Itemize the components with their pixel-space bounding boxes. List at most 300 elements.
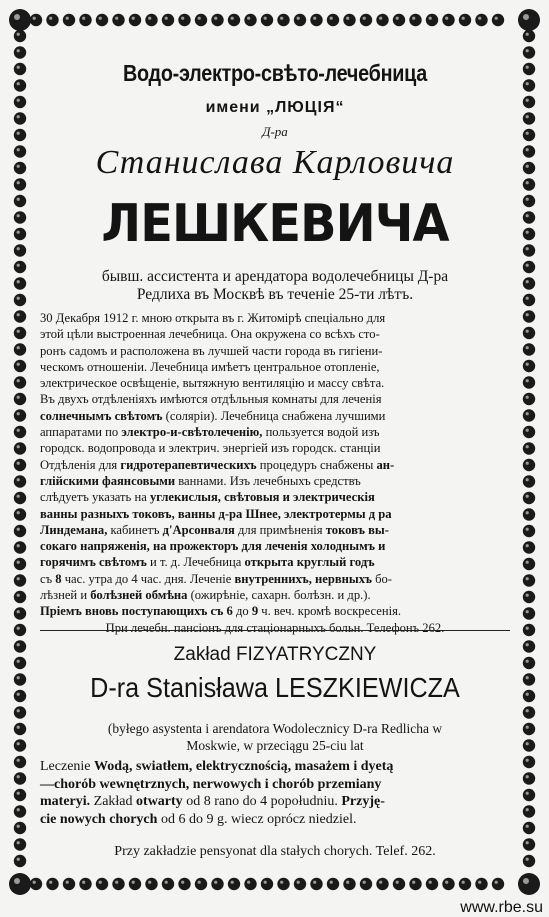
ru-line — [40, 440, 510, 456]
bead-highlight — [17, 660, 20, 663]
border-bead — [393, 14, 405, 26]
ru-bold-text: гидротерапевтическихъ — [120, 457, 257, 472]
ru-text: процедуръ снабжены — [256, 457, 377, 472]
border-bead — [523, 822, 535, 834]
border-bead — [523, 162, 535, 174]
bead-highlight — [526, 379, 529, 382]
bead-highlight — [526, 511, 529, 514]
pl-body-text — [40, 758, 510, 828]
bead-highlight — [526, 544, 529, 547]
bead-highlight — [66, 17, 69, 20]
ru-title-doctor-first-name: Станислава Карловича — [95, 144, 455, 181]
ru-text: бо- — [371, 571, 392, 586]
bead-highlight — [526, 132, 529, 135]
border-bead — [523, 145, 535, 157]
border-bead — [523, 195, 535, 207]
bead-highlight — [17, 214, 20, 217]
border-bead — [14, 459, 26, 471]
bead-highlight — [17, 544, 20, 547]
ru-line — [40, 473, 510, 489]
border-bead — [211, 14, 223, 26]
border-bead — [523, 409, 535, 421]
ru-text: Отдѣленія для — [40, 457, 121, 472]
bead-highlight — [14, 878, 20, 884]
bead-highlight — [17, 264, 20, 267]
border-bead — [14, 96, 26, 108]
bead-highlight — [14, 14, 20, 20]
border-bead — [409, 14, 421, 26]
pl-bold-text: —chorób wewnętrznych, nerwowych i chorób przemiany — [40, 776, 382, 792]
ru-line — [40, 603, 510, 619]
bead-highlight — [526, 643, 529, 646]
ru-line — [40, 538, 510, 554]
bead-highlight — [17, 198, 20, 201]
ru-bold-text: горячимъ свѣтомъ — [40, 555, 147, 570]
border-bead — [244, 14, 256, 26]
border-bead — [523, 459, 535, 471]
border-bead — [96, 14, 108, 26]
border-bead — [14, 756, 26, 768]
border-bead — [343, 14, 355, 26]
border-bead — [523, 607, 535, 619]
ru-text: Въ двухъ отдѣленіяхъ имѣются отдѣльныя комнаты для леченія — [40, 392, 382, 407]
border-bead — [228, 14, 240, 26]
ru-text: ваннами. Изъ лечебныхъ средствъ — [175, 473, 361, 488]
border-bead — [523, 690, 535, 702]
ru-line — [40, 391, 510, 407]
border-bead — [14, 376, 26, 388]
ru-bold-text: токовъ вы- — [325, 522, 389, 537]
ru-bold-text: д'Арсонваля — [162, 522, 235, 537]
border-bead — [294, 14, 306, 26]
bead-highlight — [17, 693, 20, 696]
border-bead — [523, 376, 535, 388]
bead-highlight — [297, 17, 300, 20]
bead-highlight — [526, 742, 529, 745]
border-bead — [523, 393, 535, 405]
border-bead — [523, 112, 535, 124]
border-bead — [523, 261, 535, 273]
ru-title-doctor-surname: ЛЕШКЕВИЧА — [101, 194, 449, 254]
ru-line — [40, 375, 510, 391]
border-bead — [523, 277, 535, 289]
border-bead — [14, 46, 26, 58]
ru-line — [40, 343, 510, 359]
border-bead — [360, 14, 372, 26]
ru-bold-text: ванны разныхъ токовъ, ванны д-ра Шнее, электротермы д ра — [40, 506, 392, 521]
ru-text: 30 Декабря 1912 г. мною открыта въ г. Житомірѣ спеціально для — [40, 311, 386, 325]
border-bead — [14, 211, 26, 223]
border-bead — [523, 624, 535, 636]
ru-subtitle-line: бывш. ассистента и арендатора водолечебницы Д-ра — [101, 268, 449, 285]
ru-text: час. утра до 4 час. дня. Леченіе — [61, 571, 235, 586]
bead-highlight — [17, 99, 20, 102]
border-bead — [14, 673, 26, 685]
border-bead — [14, 822, 26, 834]
bead-highlight — [379, 17, 382, 20]
bead-highlight — [148, 17, 151, 20]
ru-bold-text: ан- — [376, 457, 395, 472]
bead-highlight — [17, 231, 20, 234]
bead-highlight — [526, 231, 529, 234]
border-bead — [112, 14, 124, 26]
border-bead — [14, 541, 26, 553]
bead-highlight — [462, 17, 465, 20]
border-bead — [14, 492, 26, 504]
pl-line — [40, 811, 510, 829]
bead-highlight — [17, 511, 20, 514]
bead-highlight — [198, 17, 201, 20]
bead-highlight — [526, 693, 529, 696]
border-bead — [523, 211, 535, 223]
bead-highlight — [17, 709, 20, 712]
bead-highlight — [526, 214, 529, 217]
ru-text: съ — [40, 571, 56, 586]
ornamental-frame — [6, 6, 543, 898]
site-watermark: www.rbe.su — [460, 899, 543, 916]
bead-highlight — [495, 17, 498, 20]
border-bead — [79, 14, 91, 26]
bead-highlight — [17, 858, 20, 861]
bead-highlight — [17, 841, 20, 844]
border-bead — [426, 14, 438, 26]
ru-line — [40, 408, 510, 424]
bead-highlight — [313, 17, 316, 20]
corner-bead — [9, 873, 31, 895]
bead-highlight — [17, 742, 20, 745]
ru-bold-text: 8 — [55, 571, 62, 586]
bead-highlight — [17, 495, 20, 498]
ru-bold-text: Пріемъ вновь поступающихъ съ 6 — [40, 604, 233, 619]
bead-highlight — [526, 792, 529, 795]
bead-highlight — [264, 17, 267, 20]
bead-highlight — [17, 396, 20, 399]
border-bead — [523, 591, 535, 603]
bead-highlight — [17, 115, 20, 118]
ru-text: ческомъ отношеніи. Лечебница имѣетъ центральное отопленіе, — [40, 359, 380, 374]
border-bead — [261, 14, 273, 26]
border-bead — [14, 393, 26, 405]
bead-highlight — [280, 17, 283, 20]
bead-highlight — [33, 17, 36, 20]
bead-highlight — [478, 17, 481, 20]
ru-body-text — [40, 310, 510, 636]
bead-highlight — [526, 346, 529, 349]
bead-highlight — [526, 462, 529, 465]
pl-bold-text: materyi. — [40, 794, 91, 809]
border-bead — [14, 294, 26, 306]
border-bead — [14, 277, 26, 289]
border-bead — [523, 79, 535, 91]
border-bead — [14, 310, 26, 322]
ru-bold-text: электро-и-свѣтолеченію, — [121, 425, 263, 440]
bead-highlight — [526, 495, 529, 498]
bead-highlight — [17, 676, 20, 679]
border-bead — [14, 838, 26, 850]
border-bead — [523, 640, 535, 652]
ru-line — [40, 506, 510, 522]
bead-highlight — [526, 445, 529, 448]
bead-highlight — [526, 330, 529, 333]
corner-bead — [9, 9, 31, 31]
bead-highlight — [526, 577, 529, 580]
bead-highlight — [526, 429, 529, 432]
bead-highlight — [526, 561, 529, 564]
bead-highlight — [17, 825, 20, 828]
ru-title-clinic-name: имени „ЛЮЦІЯ“ — [205, 99, 345, 116]
border-bead — [523, 805, 535, 817]
bead-highlight — [526, 775, 529, 778]
bead-highlight — [526, 181, 529, 184]
bead-highlight — [17, 808, 20, 811]
ru-bold-text: Линдемана, — [40, 522, 108, 537]
border-bead — [178, 14, 190, 26]
ru-text: ч. веч. кромѣ воскресенія. — [258, 604, 402, 619]
bead-highlight — [132, 17, 135, 20]
bead-highlight — [526, 165, 529, 168]
ru-text: (соляріи). Лечебница снабжена лучшими — [162, 408, 386, 423]
bead-highlight — [526, 297, 529, 300]
border-bead — [145, 14, 157, 26]
bead-highlight — [526, 660, 529, 663]
border-bead — [14, 690, 26, 702]
border-bead — [523, 327, 535, 339]
bead-highlight — [526, 825, 529, 828]
ru-title-doctor-prefix: Д-ра — [262, 124, 288, 139]
bead-highlight — [17, 313, 20, 316]
ru-text: кабинетъ — [107, 522, 163, 537]
border-bead — [14, 145, 26, 157]
border-bead — [523, 508, 535, 520]
ru-line — [40, 554, 510, 570]
pl-bold-text: cie nowych chorych — [40, 811, 158, 827]
corner-bead — [518, 9, 540, 31]
border-bead — [523, 96, 535, 108]
bead-highlight — [17, 49, 20, 52]
bead-highlight — [526, 709, 529, 712]
ru-title-clinic-type: Водо-электро-свѣто-лечебница — [122, 60, 428, 86]
border-bead — [14, 112, 26, 124]
border-bead — [14, 525, 26, 537]
border-bead — [63, 14, 75, 26]
bead-highlight — [526, 82, 529, 85]
bead-highlight — [17, 643, 20, 646]
border-bead — [14, 129, 26, 141]
bead-highlight — [17, 412, 20, 415]
border-bead — [523, 739, 535, 751]
ru-bold-text: углекислыя, свѣтовыя и электрическія — [149, 490, 375, 505]
border-bead — [14, 624, 26, 636]
border-bead — [523, 673, 535, 685]
bead-highlight — [526, 264, 529, 267]
ru-text: электрическое освѣщеніе, вытяжную вентиляцію и массу свѣта. — [40, 376, 385, 391]
border-bead — [14, 508, 26, 520]
bead-highlight — [17, 561, 20, 564]
border-bead — [475, 14, 487, 26]
ru-text: для примѣненія — [234, 522, 326, 537]
border-bead — [523, 46, 535, 58]
border-bead — [46, 14, 58, 26]
bead-highlight — [17, 181, 20, 184]
border-bead — [14, 79, 26, 91]
bead-highlight — [17, 627, 20, 630]
bead-highlight — [526, 610, 529, 613]
bead-highlight — [526, 49, 529, 52]
bead-highlight — [17, 445, 20, 448]
border-bead — [523, 574, 535, 586]
border-bead — [14, 409, 26, 421]
border-bead — [14, 195, 26, 207]
border-bead — [523, 855, 535, 867]
ru-text: до — [232, 604, 252, 619]
border-bead — [14, 178, 26, 190]
bead-highlight — [17, 280, 20, 283]
pl-subtitle — [40, 720, 510, 754]
border-bead — [129, 14, 141, 26]
border-bead — [14, 475, 26, 487]
bead-highlight — [17, 346, 20, 349]
pl-subtitle-line: Moskwie, w przeciągu 25-ciu lat — [186, 738, 364, 753]
border-bead — [14, 855, 26, 867]
bead-highlight — [526, 198, 529, 201]
bead-highlight — [523, 14, 529, 20]
border-bead — [492, 14, 504, 26]
bead-highlight — [17, 610, 20, 613]
border-bead — [14, 30, 26, 42]
ru-bold-text: болѣзней обмѣна — [90, 588, 188, 603]
bead-highlight — [17, 528, 20, 531]
ru-text: ронъ садомъ и расположена въ лучшей части города въ гигіени- — [40, 343, 383, 358]
pl-title-establishment: Zakład FIZYATRYCZNY — [173, 644, 377, 665]
bead-highlight — [17, 726, 20, 729]
bead-highlight — [33, 881, 36, 884]
ru-text: слѣдуетъ указать на — [40, 490, 150, 505]
border-bead — [523, 723, 535, 735]
border-bead — [14, 789, 26, 801]
border-bead — [523, 30, 535, 42]
border-bead — [14, 591, 26, 603]
border-bead — [523, 228, 535, 240]
border-bead — [14, 657, 26, 669]
bead-highlight — [17, 429, 20, 432]
pl-footer: Przy zakładzie pensyonat dla stałych chorych. Telef. 262. — [114, 844, 436, 859]
ru-bold-text: открыта круглый годъ — [244, 555, 375, 570]
bead-highlight — [526, 396, 529, 399]
border-bead — [14, 228, 26, 240]
bead-highlight — [526, 528, 529, 531]
bead-highlight — [523, 878, 529, 884]
bead-highlight — [396, 17, 399, 20]
bead-highlight — [17, 594, 20, 597]
border-bead — [523, 838, 535, 850]
border-bead — [523, 772, 535, 784]
bead-highlight — [181, 17, 184, 20]
ru-subtitle — [40, 268, 510, 304]
bead-highlight — [526, 280, 529, 283]
border-bead — [523, 706, 535, 718]
ru-bold-text: 9 — [251, 604, 259, 619]
pl-text: Zakład — [90, 794, 137, 809]
pl-bold-text: otwarty — [136, 794, 183, 809]
border-bead — [14, 805, 26, 817]
border-bead — [14, 640, 26, 652]
pl-text: od 6 do 9 g. wiecz oprócz niedziel. — [157, 811, 357, 827]
ru-line — [40, 620, 510, 636]
ru-text: и т. д. Лечебница — [146, 555, 245, 570]
bead-highlight — [17, 792, 20, 795]
border-bead — [523, 63, 535, 75]
border-bead — [523, 558, 535, 570]
bead-highlight — [526, 313, 529, 316]
pl-line — [40, 776, 510, 794]
border-bead — [523, 492, 535, 504]
border-bead — [523, 442, 535, 454]
bead-highlight — [17, 759, 20, 762]
ru-text: городск. водопровода и электрич. энергіей изъ городск. станціи — [40, 441, 381, 456]
bead-highlight — [526, 99, 529, 102]
border-bead — [14, 772, 26, 784]
border-bead — [327, 14, 339, 26]
border-bead — [523, 475, 535, 487]
ru-line — [40, 522, 510, 538]
border-bead — [523, 426, 535, 438]
bead-highlight — [346, 17, 349, 20]
border-bead — [14, 607, 26, 619]
ru-line — [40, 424, 510, 440]
border-bead — [14, 244, 26, 256]
border-bead — [14, 426, 26, 438]
bead-highlight — [214, 17, 217, 20]
border-bead — [523, 541, 535, 553]
bead-highlight — [526, 115, 529, 118]
bead-highlight — [99, 17, 102, 20]
ru-text: аппаратами по — [40, 425, 122, 440]
ru-line — [40, 326, 510, 342]
border-bead — [523, 178, 535, 190]
bead-highlight — [115, 17, 118, 20]
pl-text: Leczenie — [40, 759, 95, 774]
pl-line — [40, 758, 510, 776]
bead-highlight — [165, 17, 168, 20]
border-bead — [376, 14, 388, 26]
bead-highlight — [526, 858, 529, 861]
ru-line — [40, 489, 510, 505]
bead-highlight — [17, 478, 20, 481]
pl-text: od 8 rano do 4 popołudniu. — [182, 794, 342, 809]
bead-highlight — [17, 577, 20, 580]
border-bead — [14, 327, 26, 339]
bead-highlight — [445, 17, 448, 20]
pl-subtitle-line: (byłego asystenta i arendatora Wodolecznicy D-ra Redlicha w — [107, 721, 443, 736]
bead-highlight — [49, 17, 52, 20]
bead-highlight — [17, 297, 20, 300]
ru-subtitle-line: Редлиха въ Москвѣ въ теченіе 25-ти лѣтъ. — [136, 286, 414, 303]
corner-bead — [518, 873, 540, 895]
pl-bold-text: Wodą, swiatłem, elektrycznością, masażem i dyetą — [94, 759, 394, 774]
ru-text: пользуется водой изъ — [262, 425, 380, 440]
border-bead — [14, 360, 26, 372]
bead-highlight — [526, 841, 529, 844]
ru-line — [40, 310, 510, 326]
bead-highlight — [82, 17, 85, 20]
bead-highlight — [17, 132, 20, 135]
bead-highlight — [526, 726, 529, 729]
border-bead — [310, 14, 322, 26]
bead-highlight — [526, 33, 529, 36]
bead-highlight — [526, 759, 529, 762]
bead-highlight — [526, 363, 529, 366]
bead-highlight — [526, 676, 529, 679]
